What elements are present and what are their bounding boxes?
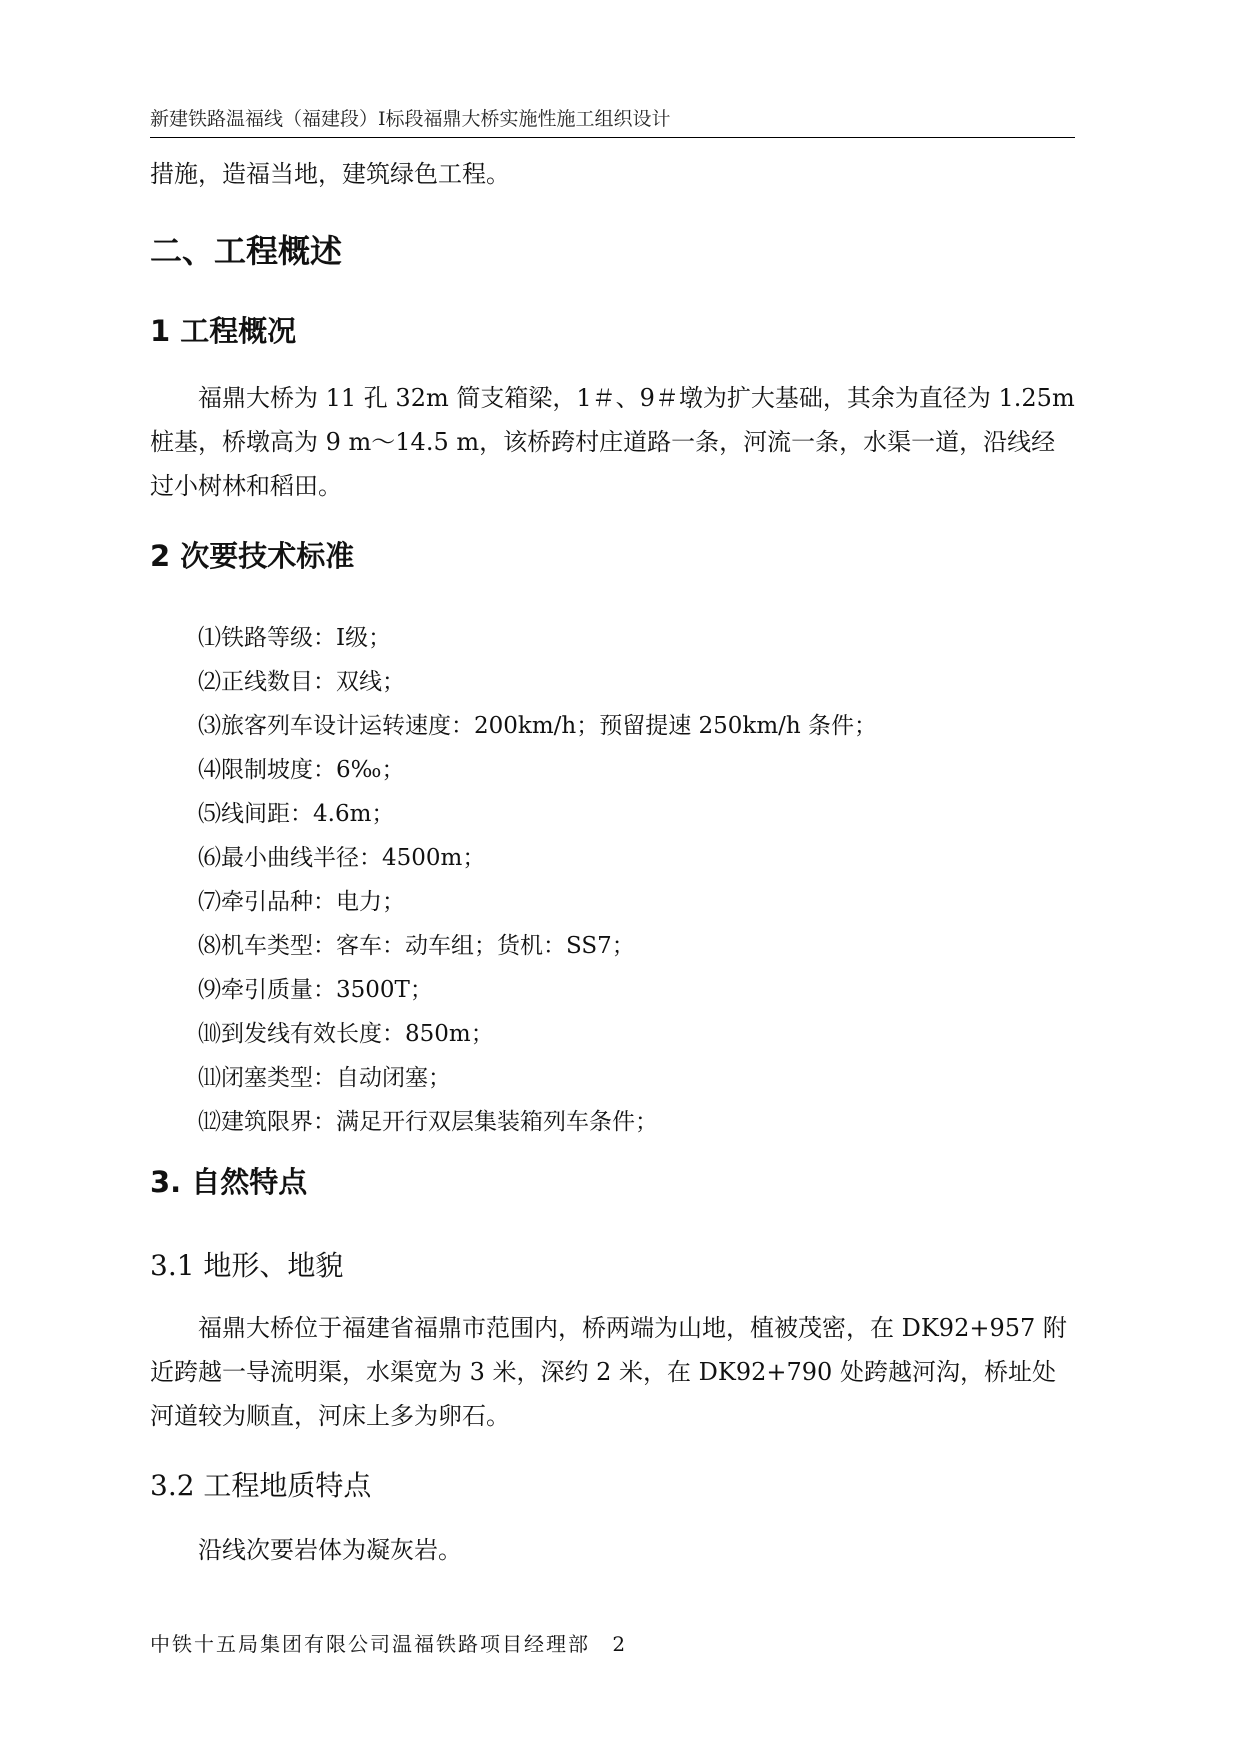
footer-org: 中铁十五局集团有限公司温福铁路项目经理部 [150,1632,590,1656]
list-item: ⑹最小曲线半径：4500m； [198,845,486,871]
list-item: ⑽到发线有效长度：850m； [198,1021,494,1047]
section-title-overview: 二、工程概述 [150,232,343,270]
subsection-title-project-overview: 1 工程概况 [150,314,297,348]
subsection-title-tech-standards: 2 次要技术标准 [150,539,355,573]
subsection-title-natural-features: 3. 自然特点 [150,1165,308,1199]
terrain-paragraph: 福鼎大桥位于福建省福鼎市范围内，桥两端为山地，植被茂密，在 DK92+957 附近跨越一导流明渠，水渠宽为 3 米，深约 2 米，在 DK92+790 处跨越河沟，桥址处河道较为顺直，河床上多为卵石。 [150,1314,1067,1430]
page-header [150,104,1075,138]
project-overview-paragraph: 福鼎大桥为 11 孔 32m 简支箱梁，1＃、9＃墩为扩大基础，其余为直径为 1.25m 桩基，桥墩高为 9 m～14.5 m，该桥跨村庄道路一条，河流一条，水渠一道，沿线经过小树林和稻田。 [150,384,1075,500]
page-footer [150,1628,627,1657]
header-title: 新建铁路温福线（福建段）Ⅰ标段福鼎大桥实施性施工组织设计 [150,108,671,130]
subsection-title-terrain: 3.1 地形、地貌 [150,1249,344,1282]
list-item: ⑻机车类型：客车：动车组；货机：SS7； [198,933,635,959]
list-item: ⑵正线数目：双线； [198,669,405,695]
list-item: ⑾闭塞类型：自动闭塞； [198,1065,451,1091]
intro-line: 措施，造福当地，建筑绿色工程。 [150,160,510,188]
list-item: ⑶旅客列车设计运转速度：200km/h；预留提速 250km/h 条件； [198,713,878,739]
list-item: ⑿建筑限界：满足开行双层集装箱列车条件； [198,1109,658,1135]
tech-standards-list [198,616,877,1144]
page-number: 2 [612,1632,628,1656]
subsection-title-geology: 3.2 工程地质特点 [150,1469,372,1502]
list-item: ⑺牵引品种：电力； [198,889,405,915]
list-item: ⑴铁路等级：Ⅰ级； [198,625,392,651]
list-item: ⑷限制坡度：6‰； [198,757,405,783]
geology-paragraph: 沿线次要岩体为凝灰岩。 [198,1536,462,1564]
list-item: ⑼牵引质量：3500T； [198,977,433,1003]
list-item: ⑸线间距：4.6m； [198,801,395,827]
